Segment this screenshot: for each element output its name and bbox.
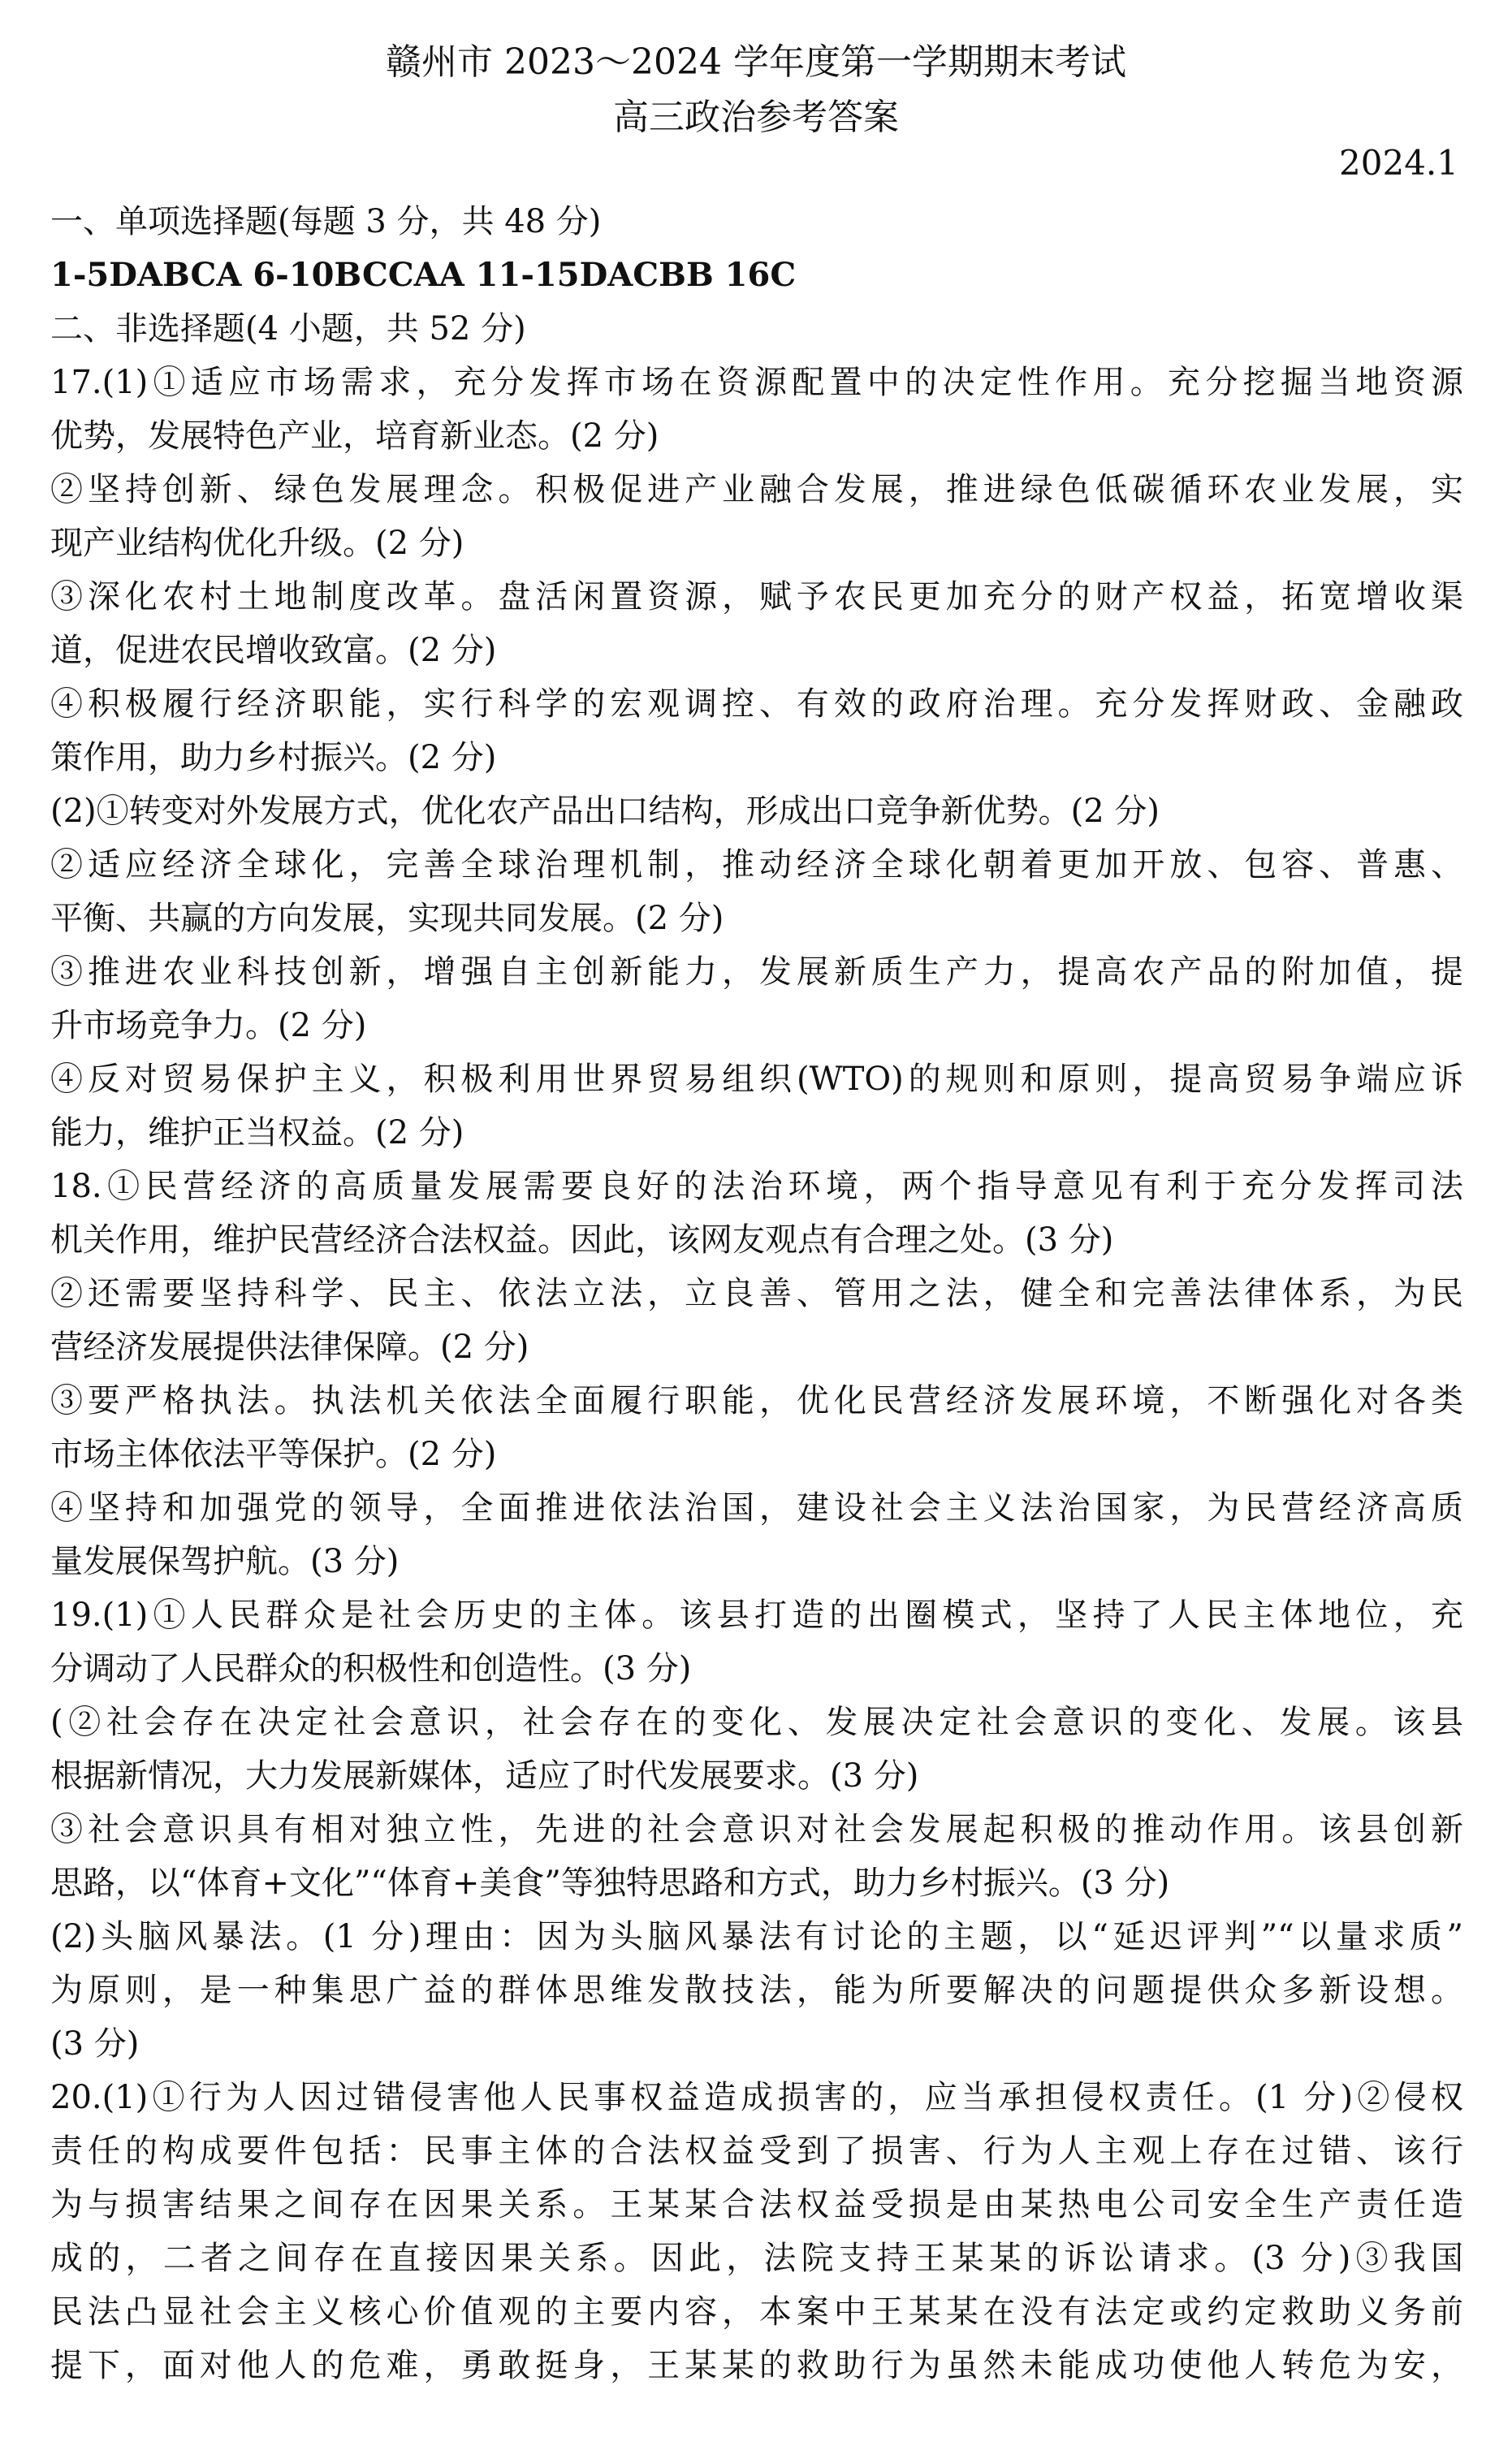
text-line: 18.①民营经济的高质量发展需要良好的法治环境，两个指导意见有利于充分发挥司法 (50, 1168, 1463, 1205)
answer-body (50, 195, 1463, 2392)
text-line: 17.(1)①适应市场需求，充分发挥市场在资源配置中的决定性作用。充分挖掘当地资源 (50, 364, 1463, 401)
document-date: 2024.1 (1339, 143, 1458, 183)
text-line: 优势，发展特色产业，培育新业态。(2 分) (50, 417, 659, 455)
text-line: 民法凸显社会主义核心价值观的主要内容，本案中王某某在没有法定或约定救助义务前 (50, 2293, 1463, 2331)
document-subtitle: 高三政治参考答案 (613, 97, 899, 138)
text-line: 升市场竞争力。(2 分) (50, 1007, 367, 1044)
text-line: (3 分) (50, 2025, 140, 2063)
text-line: (2)①转变对外发展方式，优化农产品出口结构，形成出口竞争新优势。(2 分) (50, 793, 1160, 830)
text-line: 一、单项选择题(每题 3 分，共 48 分) (50, 203, 602, 240)
text-line: (②社会存在决定社会意识，社会存在的变化、发展决定社会意识的变化、发展。该县 (50, 1704, 1463, 1741)
text-line: ③社会意识具有相对独立性，先进的社会意识对社会发展起积极的推动作用。该县创新 (50, 1811, 1463, 1848)
text-line: 平衡、共赢的方向发展，实现共同发展。(2 分) (50, 900, 724, 937)
text-line: 道，促进农民增收致富。(2 分) (50, 632, 497, 669)
text-line: 成的，二者之间存在直接因果关系。因此，法院支持王某某的诉讼请求。(3 分)③我国 (50, 2240, 1463, 2277)
text-line: 1-5DABCA 6-10BCCAA 11-15DACBB 16C (50, 256, 797, 294)
text-line: ②还需要坚持科学、民主、依法立法，立良善、管用之法，健全和完善法律体系，为民 (50, 1275, 1463, 1312)
document-title: 赣州市 2023～2024 学年度第一学期期末考试 (386, 41, 1126, 83)
text-line: 为与损害结果之间存在因果关系。王某某合法权益受损是由某热电公司安全生产责任造 (50, 2186, 1463, 2223)
text-line: ③推进农业科技创新，增强自主创新能力，发展新质生产力，提高农产品的附加值，提 (50, 953, 1463, 991)
text-line: 责任的构成要件包括：民事主体的合法权益受到了损害、行为人主观上存在过错、该行 (50, 2132, 1463, 2170)
text-line: 营经济发展提供法律保障。(2 分) (50, 1329, 529, 1366)
text-line: 19.(1)①人民群众是社会历史的主体。该县打造的出圈模式，坚持了人民主体地位，充 (50, 1597, 1463, 1634)
text-line: 20.(1)①行为人因过错侵害他人民事权益造成损害的，应当承担侵权责任。(1 分)②侵权 (50, 2079, 1463, 2116)
text-line: 现产业结构优化升级。(2 分) (50, 525, 464, 562)
text-line: 提下，面对他人的危难，勇敢挺身，王某某的救助行为虽然未能成功使他人转危为安， (50, 2347, 1463, 2384)
text-line: 二、非选择题(4 小题，共 52 分) (50, 310, 526, 348)
text-line: 根据新情况，大力发展新媒体，适应了时代发展要求。(3 分) (50, 1757, 919, 1795)
text-line: ④坚持和加强党的领导，全面推进依法治国，建设社会主义法治国家，为民营经济高质 (50, 1489, 1463, 1527)
text-line: ④反对贸易保护主义，积极利用世界贸易组织(WTO)的规则和原则，提高贸易争端应诉 (50, 1061, 1463, 1098)
text-line: 思路，以“体育+文化”“体育+美食”等独特思路和方式，助力乡村振兴。(3 分) (50, 1864, 1170, 1902)
text-line: ②坚持创新、绿色发展理念。积极促进产业融合发展，推进绿色低碳循环农业发展，实 (50, 471, 1463, 508)
text-line: ②适应经济全球化，完善全球治理机制，推动经济全球化朝着更加开放、包容、普惠、 (50, 846, 1463, 884)
text-line: 为原则，是一种集思广益的群体思维发散技法，能为所要解决的问题提供众多新设想。 (50, 1972, 1463, 2009)
text-line: (2)头脑风暴法。(1 分)理由：因为头脑风暴法有讨论的主题，以“延迟评判”“以量求质” (50, 1918, 1463, 1955)
text-line: 能力，维护正当权益。(2 分) (50, 1114, 464, 1152)
text-line: 分调动了人民群众的积极性和创造性。(3 分) (50, 1650, 692, 1687)
text-line: 策作用，助力乡村振兴。(2 分) (50, 739, 497, 776)
text-line: ③深化农村土地制度改革。盘活闲置资源，赋予农民更加充分的财产权益，拓宽增收渠 (50, 578, 1463, 616)
text-line: 机关作用，维护民营经济合法权益。因此，该网友观点有合理之处。(3 分) (50, 1221, 1114, 1259)
text-line: ④积极履行经济职能，实行科学的宏观调控、有效的政府治理。充分发挥财政、金融政 (50, 685, 1463, 723)
text-line: 量发展保驾护航。(3 分) (50, 1543, 400, 1580)
text-line: 市场主体依法平等保护。(2 分) (50, 1436, 497, 1473)
text-line: ③要严格执法。执法机关依法全面履行职能，优化民营经济发展环境，不断强化对各类 (50, 1382, 1463, 1419)
